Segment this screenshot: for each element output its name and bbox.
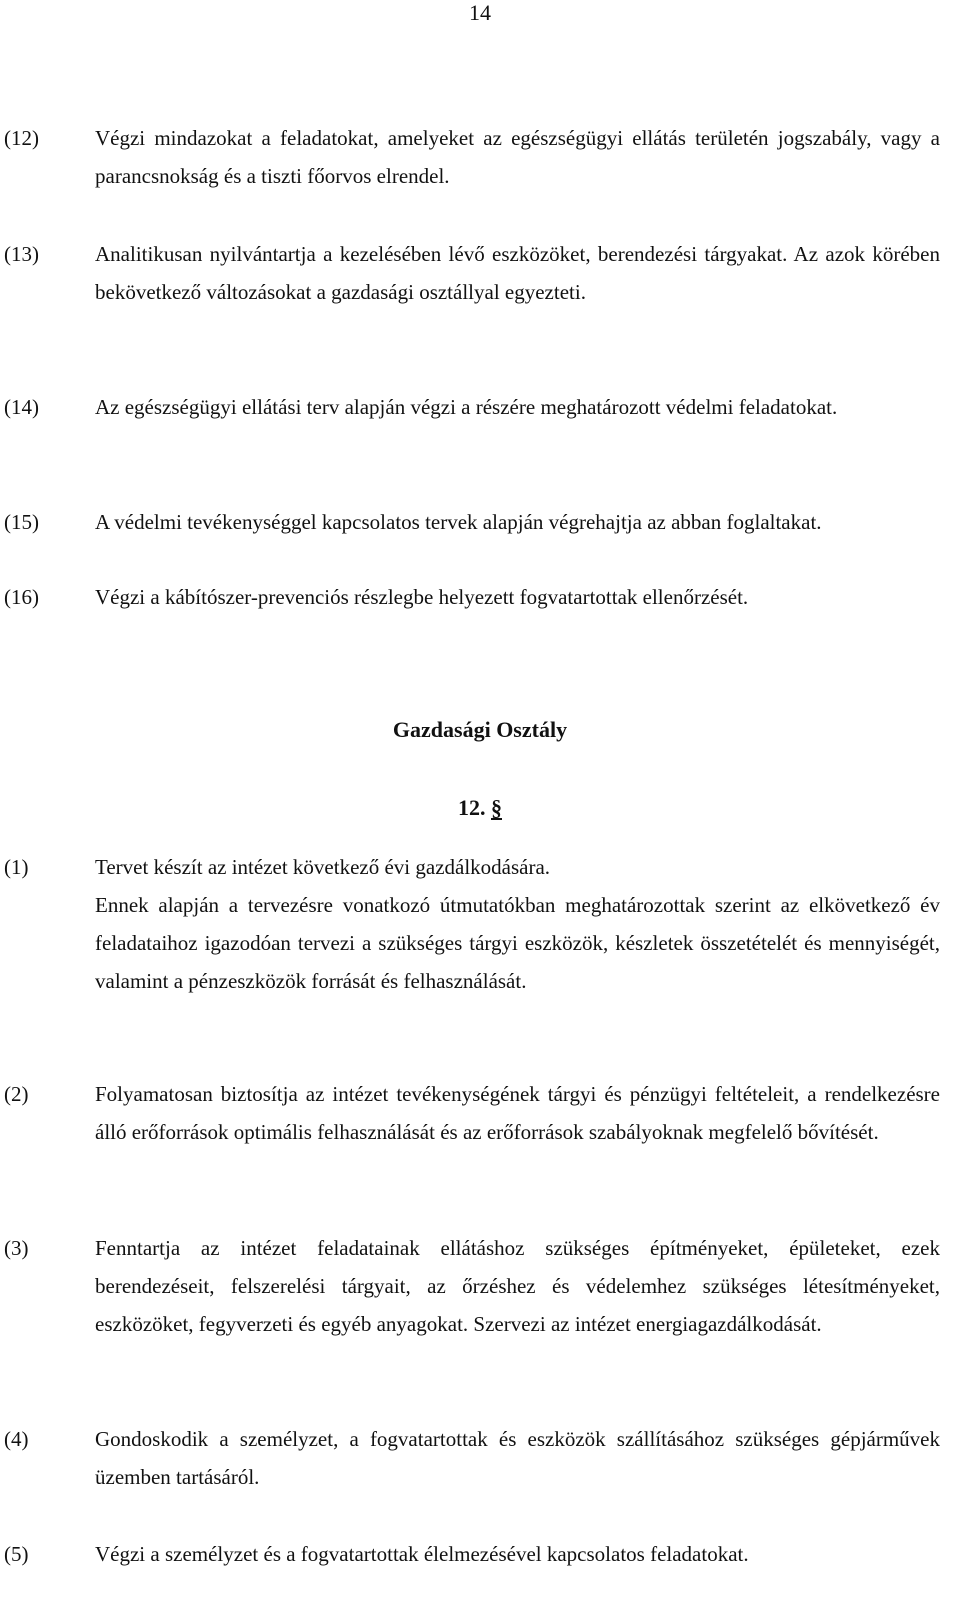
paragraph-number: (16) xyxy=(4,585,39,609)
section-title: Gazdasági Osztály xyxy=(392,717,568,742)
paragraph-text: Folyamatosan biztosítja az intézet tevékenységének tárgyi és pénzügyi feltételeit, a rendelkezésre álló erőforrások optimális felhasználását és az erőforrások szabályoknak megfelelő bővítését. xyxy=(95,1082,940,1144)
section-sign: § xyxy=(491,795,502,820)
paragraph-number: (3) xyxy=(4,1236,29,1260)
paragraph-number: (4) xyxy=(4,1427,29,1451)
page-number: 14 xyxy=(469,0,491,25)
paragraph-text: Fenntartja az intézet feladatainak ellátáshoz szükséges építményeket, épületeket, ezek berendezéseit, felszerelési tárgyait, az őrzéshez és védelemhez szükséges létesítményeket, eszközöket, fegyverzeti és egyéb anyagokat. Szervezi az intézet energiagazdálkodását. xyxy=(95,1236,940,1336)
paragraph-number: (12) xyxy=(4,126,39,150)
paragraph-text: Végzi a kábítószer-prevenciós részlegbe helyezett fogvatartottak ellenőrzését. xyxy=(95,585,749,609)
paragraph-number: (5) xyxy=(4,1542,29,1566)
paragraph-text: Az egészségügyi ellátási terv alapján végzi a részére meghatározott védelmi feladatokat. xyxy=(95,395,838,419)
paragraph-text: Tervet készít az intézet következő évi gazdálkodására. xyxy=(95,855,551,879)
section-number: 12. xyxy=(458,795,486,820)
paragraph-number: (2) xyxy=(4,1082,29,1106)
paragraph-text: Végzi mindazokat a feladatokat, amelyeket az egészségügyi ellátás területén jogszabály, vagy a parancsnokság és a tiszti főorvos elrendel. xyxy=(95,126,940,188)
paragraph-number: (1) xyxy=(4,855,29,879)
paragraph-text: A védelmi tevékenységgel kapcsolatos tervek alapján végrehajtja az abban foglaltakat. xyxy=(95,510,822,534)
paragraph-text-continued: Ennek alapján a tervezésre vonatkozó útmutatókban meghatározottak szerint az elkövetkező év feladataihoz igazodóan tervezi a szükséges tárgyi eszközök, készletek összetételét és mennyiségét, valamint a pénzeszközök forrását és felhasználását. xyxy=(95,893,940,993)
section-number-line xyxy=(0,793,960,823)
paragraph-text: Gondoskodik a személyzet, a fogvatartottak és eszközök szállításához szükséges gépjárművek üzemben tartásáról. xyxy=(95,1427,940,1489)
paragraph-number: (13) xyxy=(4,242,39,266)
paragraph-number: (15) xyxy=(4,510,39,534)
paragraph-text: Végzi a személyzet és a fogvatartottak élelmezésével kapcsolatos feladatokat. xyxy=(95,1542,749,1566)
paragraph-text: Analitikusan nyilvántartja a kezelésében lévő eszközöket, berendezési tárgyakat. Az azok körében bekövetkező változásokat a gazdasági osztállyal egyezteti. xyxy=(95,242,940,304)
paragraph-number: (14) xyxy=(4,395,39,419)
